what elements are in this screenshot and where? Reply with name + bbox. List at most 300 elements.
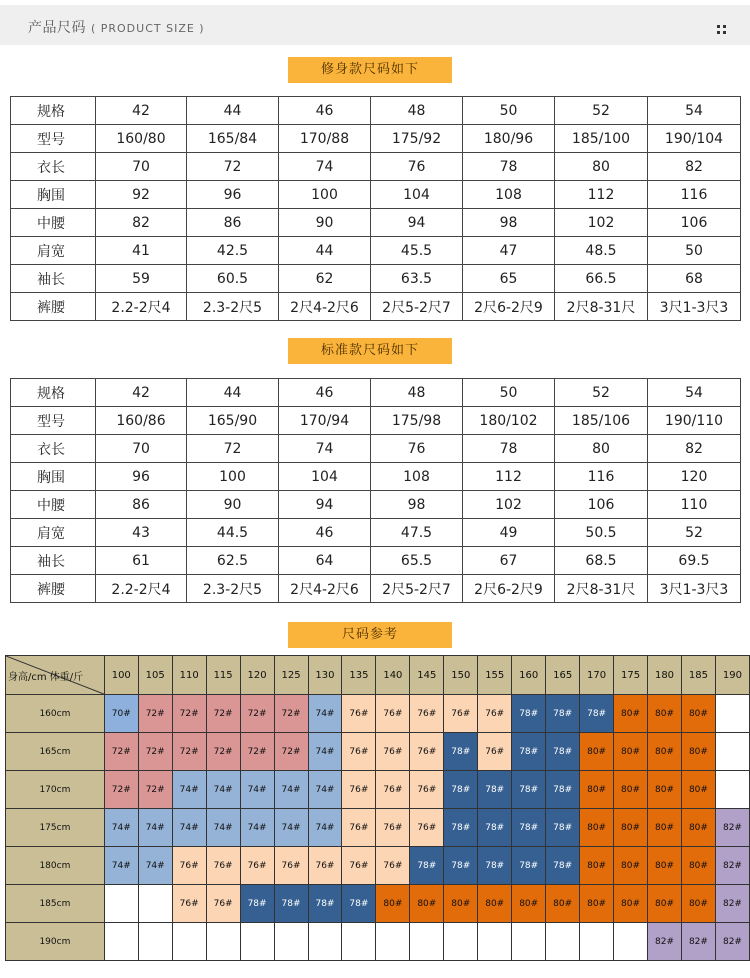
size-reference-cell	[138, 885, 172, 923]
size-reference-cell	[342, 923, 376, 961]
size-reference-cell: 72#	[274, 695, 308, 733]
size-cell: 86	[96, 491, 187, 519]
size-cell: 120	[648, 463, 741, 491]
size-cell: 160/86	[96, 407, 187, 435]
size-cell: 98	[371, 491, 463, 519]
size-reference-cell: 80#	[614, 847, 648, 885]
size-reference-cell: 78#	[410, 847, 444, 885]
size-reference-cell: 74#	[206, 771, 240, 809]
size-cell: 42	[96, 97, 187, 125]
size-cell: 50.5	[555, 519, 648, 547]
size-reference-cell: 80#	[681, 885, 715, 923]
height-label: 160cm	[6, 695, 105, 733]
size-reference-cell: 72#	[240, 695, 274, 733]
size-cell: 2尺4-2尺6	[279, 293, 371, 321]
size-row	[11, 379, 741, 407]
size-row-label: 胸围	[11, 181, 96, 209]
size-cell: 2尺6-2尺9	[463, 575, 555, 603]
size-reference-cell: 72#	[172, 695, 206, 733]
size-reference-cell: 82#	[715, 885, 749, 923]
size-cell: 48.5	[555, 237, 648, 265]
size-cell: 46	[279, 379, 371, 407]
weight-header: 170	[580, 656, 614, 695]
size-cell: 108	[371, 463, 463, 491]
size-reference-cell: 78#	[512, 847, 546, 885]
size-row-label: 中腰	[11, 209, 96, 237]
size-reference-cell: 80#	[410, 885, 444, 923]
reference-row	[6, 733, 750, 771]
size-cell: 68.5	[555, 547, 648, 575]
size-reference-cell: 80#	[648, 885, 682, 923]
size-reference-cell: 78#	[512, 809, 546, 847]
size-cell: 80	[555, 153, 648, 181]
standard-size-table	[10, 378, 741, 603]
size-cell: 47.5	[371, 519, 463, 547]
size-reference-cell: 76#	[410, 733, 444, 771]
size-reference-cell: 80#	[614, 695, 648, 733]
size-reference-cell	[715, 771, 749, 809]
size-cell: 66.5	[555, 265, 648, 293]
height-label: 165cm	[6, 733, 105, 771]
size-cell: 2.3-2尺5	[187, 293, 279, 321]
size-reference-cell: 74#	[172, 771, 206, 809]
size-reference-cell: 76#	[274, 847, 308, 885]
size-cell: 48	[371, 379, 463, 407]
size-row	[11, 463, 741, 491]
size-row-label: 袖长	[11, 265, 96, 293]
size-row	[11, 547, 741, 575]
size-reference-cell: 78#	[274, 885, 308, 923]
size-cell: 104	[371, 181, 463, 209]
size-reference-cell	[614, 923, 648, 961]
size-cell: 2.3-2尺5	[187, 575, 279, 603]
size-reference-cell: 74#	[274, 809, 308, 847]
size-reference-cell: 78#	[546, 733, 580, 771]
size-reference-cell: 78#	[478, 809, 512, 847]
size-cell: 106	[648, 209, 741, 237]
size-reference-cell: 74#	[274, 771, 308, 809]
size-cell: 160/80	[96, 125, 187, 153]
size-reference-cell: 80#	[580, 733, 614, 771]
size-reference-cell: 80#	[376, 885, 410, 923]
reference-header-row	[6, 656, 750, 695]
size-reference-cell: 80#	[580, 771, 614, 809]
size-row-label: 裤腰	[11, 293, 96, 321]
size-reference-cell	[308, 923, 342, 961]
size-reference-cell: 72#	[104, 733, 138, 771]
size-reference-cell: 76#	[308, 847, 342, 885]
size-row	[11, 237, 741, 265]
size-reference-cell: 76#	[478, 695, 512, 733]
height-label: 185cm	[6, 885, 105, 923]
size-reference-cell: 80#	[681, 771, 715, 809]
size-cell: 50	[463, 97, 555, 125]
size-cell: 2尺8-31尺	[555, 575, 648, 603]
size-row-label: 型号	[11, 407, 96, 435]
size-reference-cell	[240, 923, 274, 961]
size-cell: 3尺1-3尺3	[648, 293, 741, 321]
size-cell: 116	[648, 181, 741, 209]
size-reference-cell: 76#	[172, 885, 206, 923]
size-cell: 46	[279, 519, 371, 547]
size-reference-cell: 76#	[342, 695, 376, 733]
size-cell: 90	[279, 209, 371, 237]
size-cell: 50	[648, 237, 741, 265]
size-reference-cell: 74#	[104, 847, 138, 885]
reference-row	[6, 695, 750, 733]
height-label: 190cm	[6, 923, 105, 961]
size-reference-cell: 80#	[444, 885, 478, 923]
weight-header: 175	[614, 656, 648, 695]
size-reference-cell: 80#	[681, 695, 715, 733]
size-row-label: 裤腰	[11, 575, 96, 603]
size-reference-cell	[580, 923, 614, 961]
size-cell: 63.5	[371, 265, 463, 293]
size-cell: 86	[187, 209, 279, 237]
size-row	[11, 181, 741, 209]
size-cell: 175/98	[371, 407, 463, 435]
size-cell: 82	[648, 435, 741, 463]
size-row	[11, 435, 741, 463]
size-cell: 72	[187, 435, 279, 463]
size-cell: 78	[463, 153, 555, 181]
slim-banner: 修身款尺码如下	[288, 57, 452, 83]
size-reference-cell: 76#	[342, 771, 376, 809]
size-reference-cell: 82#	[715, 809, 749, 847]
size-reference-cell	[512, 923, 546, 961]
size-cell: 76	[371, 153, 463, 181]
weight-header: 135	[342, 656, 376, 695]
size-cell: 92	[96, 181, 187, 209]
size-cell: 170/94	[279, 407, 371, 435]
size-reference-cell	[104, 923, 138, 961]
size-cell: 170/88	[279, 125, 371, 153]
size-cell: 41	[96, 237, 187, 265]
weight-header: 105	[138, 656, 172, 695]
weight-header: 155	[478, 656, 512, 695]
size-cell: 74	[279, 435, 371, 463]
size-reference-cell: 76#	[172, 847, 206, 885]
size-reference-cell: 74#	[138, 847, 172, 885]
size-reference-cell: 76#	[376, 847, 410, 885]
size-cell: 96	[187, 181, 279, 209]
size-cell: 100	[187, 463, 279, 491]
size-reference-cell: 80#	[580, 885, 614, 923]
size-reference-cell	[138, 923, 172, 961]
weight-header: 130	[308, 656, 342, 695]
weight-header: 125	[274, 656, 308, 695]
weight-header: 100	[104, 656, 138, 695]
size-row	[11, 293, 741, 321]
size-reference-cell: 74#	[104, 809, 138, 847]
size-cell: 2尺4-2尺6	[279, 575, 371, 603]
size-reference-cell: 76#	[376, 695, 410, 733]
size-reference-cell: 78#	[512, 733, 546, 771]
weight-header: 190	[715, 656, 749, 695]
size-reference-cell: 80#	[614, 809, 648, 847]
size-cell: 102	[555, 209, 648, 237]
grid-icon[interactable]	[717, 25, 726, 34]
size-reference-cell: 76#	[342, 847, 376, 885]
size-reference-cell: 72#	[240, 733, 274, 771]
size-reference-cell: 72#	[206, 733, 240, 771]
size-cell: 67	[463, 547, 555, 575]
size-reference-cell: 78#	[512, 771, 546, 809]
size-reference-cell: 72#	[138, 771, 172, 809]
size-cell: 47	[463, 237, 555, 265]
size-cell: 80	[555, 435, 648, 463]
weight-header: 120	[240, 656, 274, 695]
size-reference-cell: 78#	[240, 885, 274, 923]
size-row	[11, 125, 741, 153]
size-reference-cell	[715, 733, 749, 771]
size-cell: 180/102	[463, 407, 555, 435]
size-cell: 48	[371, 97, 463, 125]
size-reference-cell: 82#	[715, 923, 749, 961]
size-cell: 2尺5-2尺7	[371, 293, 463, 321]
size-reference-cell: 80#	[648, 771, 682, 809]
size-reference-cell: 80#	[648, 847, 682, 885]
size-reference-cell: 80#	[546, 885, 580, 923]
size-row	[11, 491, 741, 519]
size-reference-cell: 78#	[444, 771, 478, 809]
size-row-label: 中腰	[11, 491, 96, 519]
size-cell: 44	[187, 379, 279, 407]
size-cell: 106	[555, 491, 648, 519]
size-cell: 90	[187, 491, 279, 519]
size-row-label: 肩宽	[11, 237, 96, 265]
size-row-label: 衣长	[11, 435, 96, 463]
size-cell: 60.5	[187, 265, 279, 293]
size-reference-cell: 78#	[444, 847, 478, 885]
size-reference-cell: 76#	[478, 733, 512, 771]
weight-header: 145	[410, 656, 444, 695]
size-cell: 98	[463, 209, 555, 237]
size-reference-cell: 80#	[614, 733, 648, 771]
size-row-label: 肩宽	[11, 519, 96, 547]
size-reference-cell: 74#	[172, 809, 206, 847]
size-reference-cell	[478, 923, 512, 961]
size-reference-cell: 74#	[206, 809, 240, 847]
size-row-label: 袖长	[11, 547, 96, 575]
size-reference-cell: 72#	[138, 695, 172, 733]
size-cell: 59	[96, 265, 187, 293]
size-reference-cell	[546, 923, 580, 961]
weight-header: 150	[444, 656, 478, 695]
size-reference-cell: 70#	[104, 695, 138, 733]
standard-banner: 标准款尺码如下	[288, 338, 452, 364]
size-reference-cell: 72#	[104, 771, 138, 809]
size-reference-cell: 72#	[138, 733, 172, 771]
page-subtitle: ( PRODUCT SIZE )	[90, 22, 205, 35]
size-cell: 2尺5-2尺7	[371, 575, 463, 603]
size-cell: 2尺6-2尺9	[463, 293, 555, 321]
size-reference-cell: 72#	[206, 695, 240, 733]
size-reference-cell: 78#	[444, 809, 478, 847]
weight-header: 185	[681, 656, 715, 695]
size-cell: 185/106	[555, 407, 648, 435]
size-row	[11, 519, 741, 547]
size-reference-cell: 74#	[308, 733, 342, 771]
reference-row	[6, 885, 750, 923]
size-cell: 94	[371, 209, 463, 237]
weight-header: 165	[546, 656, 580, 695]
size-reference-cell: 74#	[308, 809, 342, 847]
size-reference-cell: 82#	[715, 847, 749, 885]
size-cell: 165/84	[187, 125, 279, 153]
size-row-label: 规格	[11, 97, 96, 125]
size-reference-cell: 78#	[546, 809, 580, 847]
size-cell: 76	[371, 435, 463, 463]
size-reference-cell: 78#	[308, 885, 342, 923]
size-reference-cell: 80#	[512, 885, 546, 923]
size-cell: 100	[279, 181, 371, 209]
size-reference-cell: 74#	[240, 771, 274, 809]
size-cell: 44	[187, 97, 279, 125]
height-label: 170cm	[6, 771, 105, 809]
size-reference-cell: 80#	[681, 733, 715, 771]
size-row-label: 规格	[11, 379, 96, 407]
size-reference-cell: 74#	[308, 695, 342, 733]
size-cell: 46	[279, 97, 371, 125]
size-reference-cell: 76#	[410, 695, 444, 733]
weight-header: 110	[172, 656, 206, 695]
size-reference-cell: 76#	[376, 809, 410, 847]
size-cell: 2.2-2尺4	[96, 293, 187, 321]
reference-row	[6, 809, 750, 847]
size-row	[11, 97, 741, 125]
size-row	[11, 153, 741, 181]
size-cell: 116	[555, 463, 648, 491]
size-reference-cell: 82#	[648, 923, 682, 961]
size-reference-cell	[376, 923, 410, 961]
size-cell: 104	[279, 463, 371, 491]
size-cell: 45.5	[371, 237, 463, 265]
size-reference-cell	[715, 695, 749, 733]
weight-header: 115	[206, 656, 240, 695]
size-cell: 2.2-2尺4	[96, 575, 187, 603]
size-cell: 112	[463, 463, 555, 491]
size-reference-cell	[206, 923, 240, 961]
slim-size-table	[10, 96, 741, 321]
size-reference-cell: 78#	[478, 847, 512, 885]
size-cell: 3尺1-3尺3	[648, 575, 741, 603]
size-cell: 74	[279, 153, 371, 181]
size-cell: 43	[96, 519, 187, 547]
size-cell: 82	[648, 153, 741, 181]
size-reference-cell: 80#	[648, 695, 682, 733]
size-cell: 52	[648, 519, 741, 547]
size-cell: 52	[555, 97, 648, 125]
size-cell: 49	[463, 519, 555, 547]
size-reference-cell: 76#	[444, 695, 478, 733]
size-cell: 50	[463, 379, 555, 407]
size-cell: 190/110	[648, 407, 741, 435]
reference-banner: 尺码参考	[288, 622, 452, 648]
size-cell: 78	[463, 435, 555, 463]
size-cell: 94	[279, 491, 371, 519]
size-reference-cell: 76#	[206, 847, 240, 885]
size-cell: 190/104	[648, 125, 741, 153]
size-cell: 42	[96, 379, 187, 407]
size-reference-cell: 80#	[614, 771, 648, 809]
size-cell: 70	[96, 435, 187, 463]
size-cell: 82	[96, 209, 187, 237]
size-reference-cell: 72#	[172, 733, 206, 771]
size-reference-cell: 80#	[648, 733, 682, 771]
reference-row	[6, 771, 750, 809]
size-reference-cell: 80#	[580, 847, 614, 885]
height-label: 175cm	[6, 809, 105, 847]
size-cell: 64	[279, 547, 371, 575]
size-cell: 44	[279, 237, 371, 265]
size-reference-cell: 76#	[410, 809, 444, 847]
size-reference-cell: 76#	[342, 733, 376, 771]
size-cell: 108	[463, 181, 555, 209]
size-reference-cell: 74#	[240, 809, 274, 847]
size-reference-cell: 80#	[648, 809, 682, 847]
size-cell: 42.5	[187, 237, 279, 265]
size-cell: 2尺8-31尺	[555, 293, 648, 321]
page-title	[28, 17, 205, 37]
size-cell: 62	[279, 265, 371, 293]
size-cell: 102	[463, 491, 555, 519]
size-reference-cell: 78#	[342, 885, 376, 923]
size-cell: 96	[96, 463, 187, 491]
size-cell: 72	[187, 153, 279, 181]
size-row	[11, 265, 741, 293]
size-reference-cell: 78#	[546, 771, 580, 809]
size-reference-cell	[104, 885, 138, 923]
size-reference-cell: 80#	[580, 809, 614, 847]
size-cell: 44.5	[187, 519, 279, 547]
size-reference-cell: 78#	[444, 733, 478, 771]
weight-header: 160	[512, 656, 546, 695]
size-reference-cell	[274, 923, 308, 961]
size-cell: 165/90	[187, 407, 279, 435]
size-cell: 110	[648, 491, 741, 519]
size-cell: 65	[463, 265, 555, 293]
size-row	[11, 575, 741, 603]
size-cell: 112	[555, 181, 648, 209]
size-row-label: 衣长	[11, 153, 96, 181]
height-label: 180cm	[6, 847, 105, 885]
size-reference-cell: 78#	[512, 695, 546, 733]
size-reference-cell: 80#	[681, 847, 715, 885]
size-reference-cell	[172, 923, 206, 961]
size-reference-cell: 80#	[614, 885, 648, 923]
weight-header: 180	[648, 656, 682, 695]
size-reference-cell: 72#	[274, 733, 308, 771]
page-title-text: 产品尺码	[28, 20, 86, 36]
size-cell: 69.5	[648, 547, 741, 575]
size-reference-cell: 76#	[410, 771, 444, 809]
size-cell: 54	[648, 97, 741, 125]
size-cell: 70	[96, 153, 187, 181]
size-row	[11, 407, 741, 435]
reference-row	[6, 923, 750, 961]
size-reference-cell: 80#	[478, 885, 512, 923]
size-reference-cell: 76#	[240, 847, 274, 885]
size-cell: 180/96	[463, 125, 555, 153]
size-cell: 62.5	[187, 547, 279, 575]
size-row	[11, 209, 741, 237]
size-row-label: 型号	[11, 125, 96, 153]
size-row-label: 胸围	[11, 463, 96, 491]
size-cell: 185/100	[555, 125, 648, 153]
header-bar	[0, 5, 750, 45]
size-reference-cell	[410, 923, 444, 961]
